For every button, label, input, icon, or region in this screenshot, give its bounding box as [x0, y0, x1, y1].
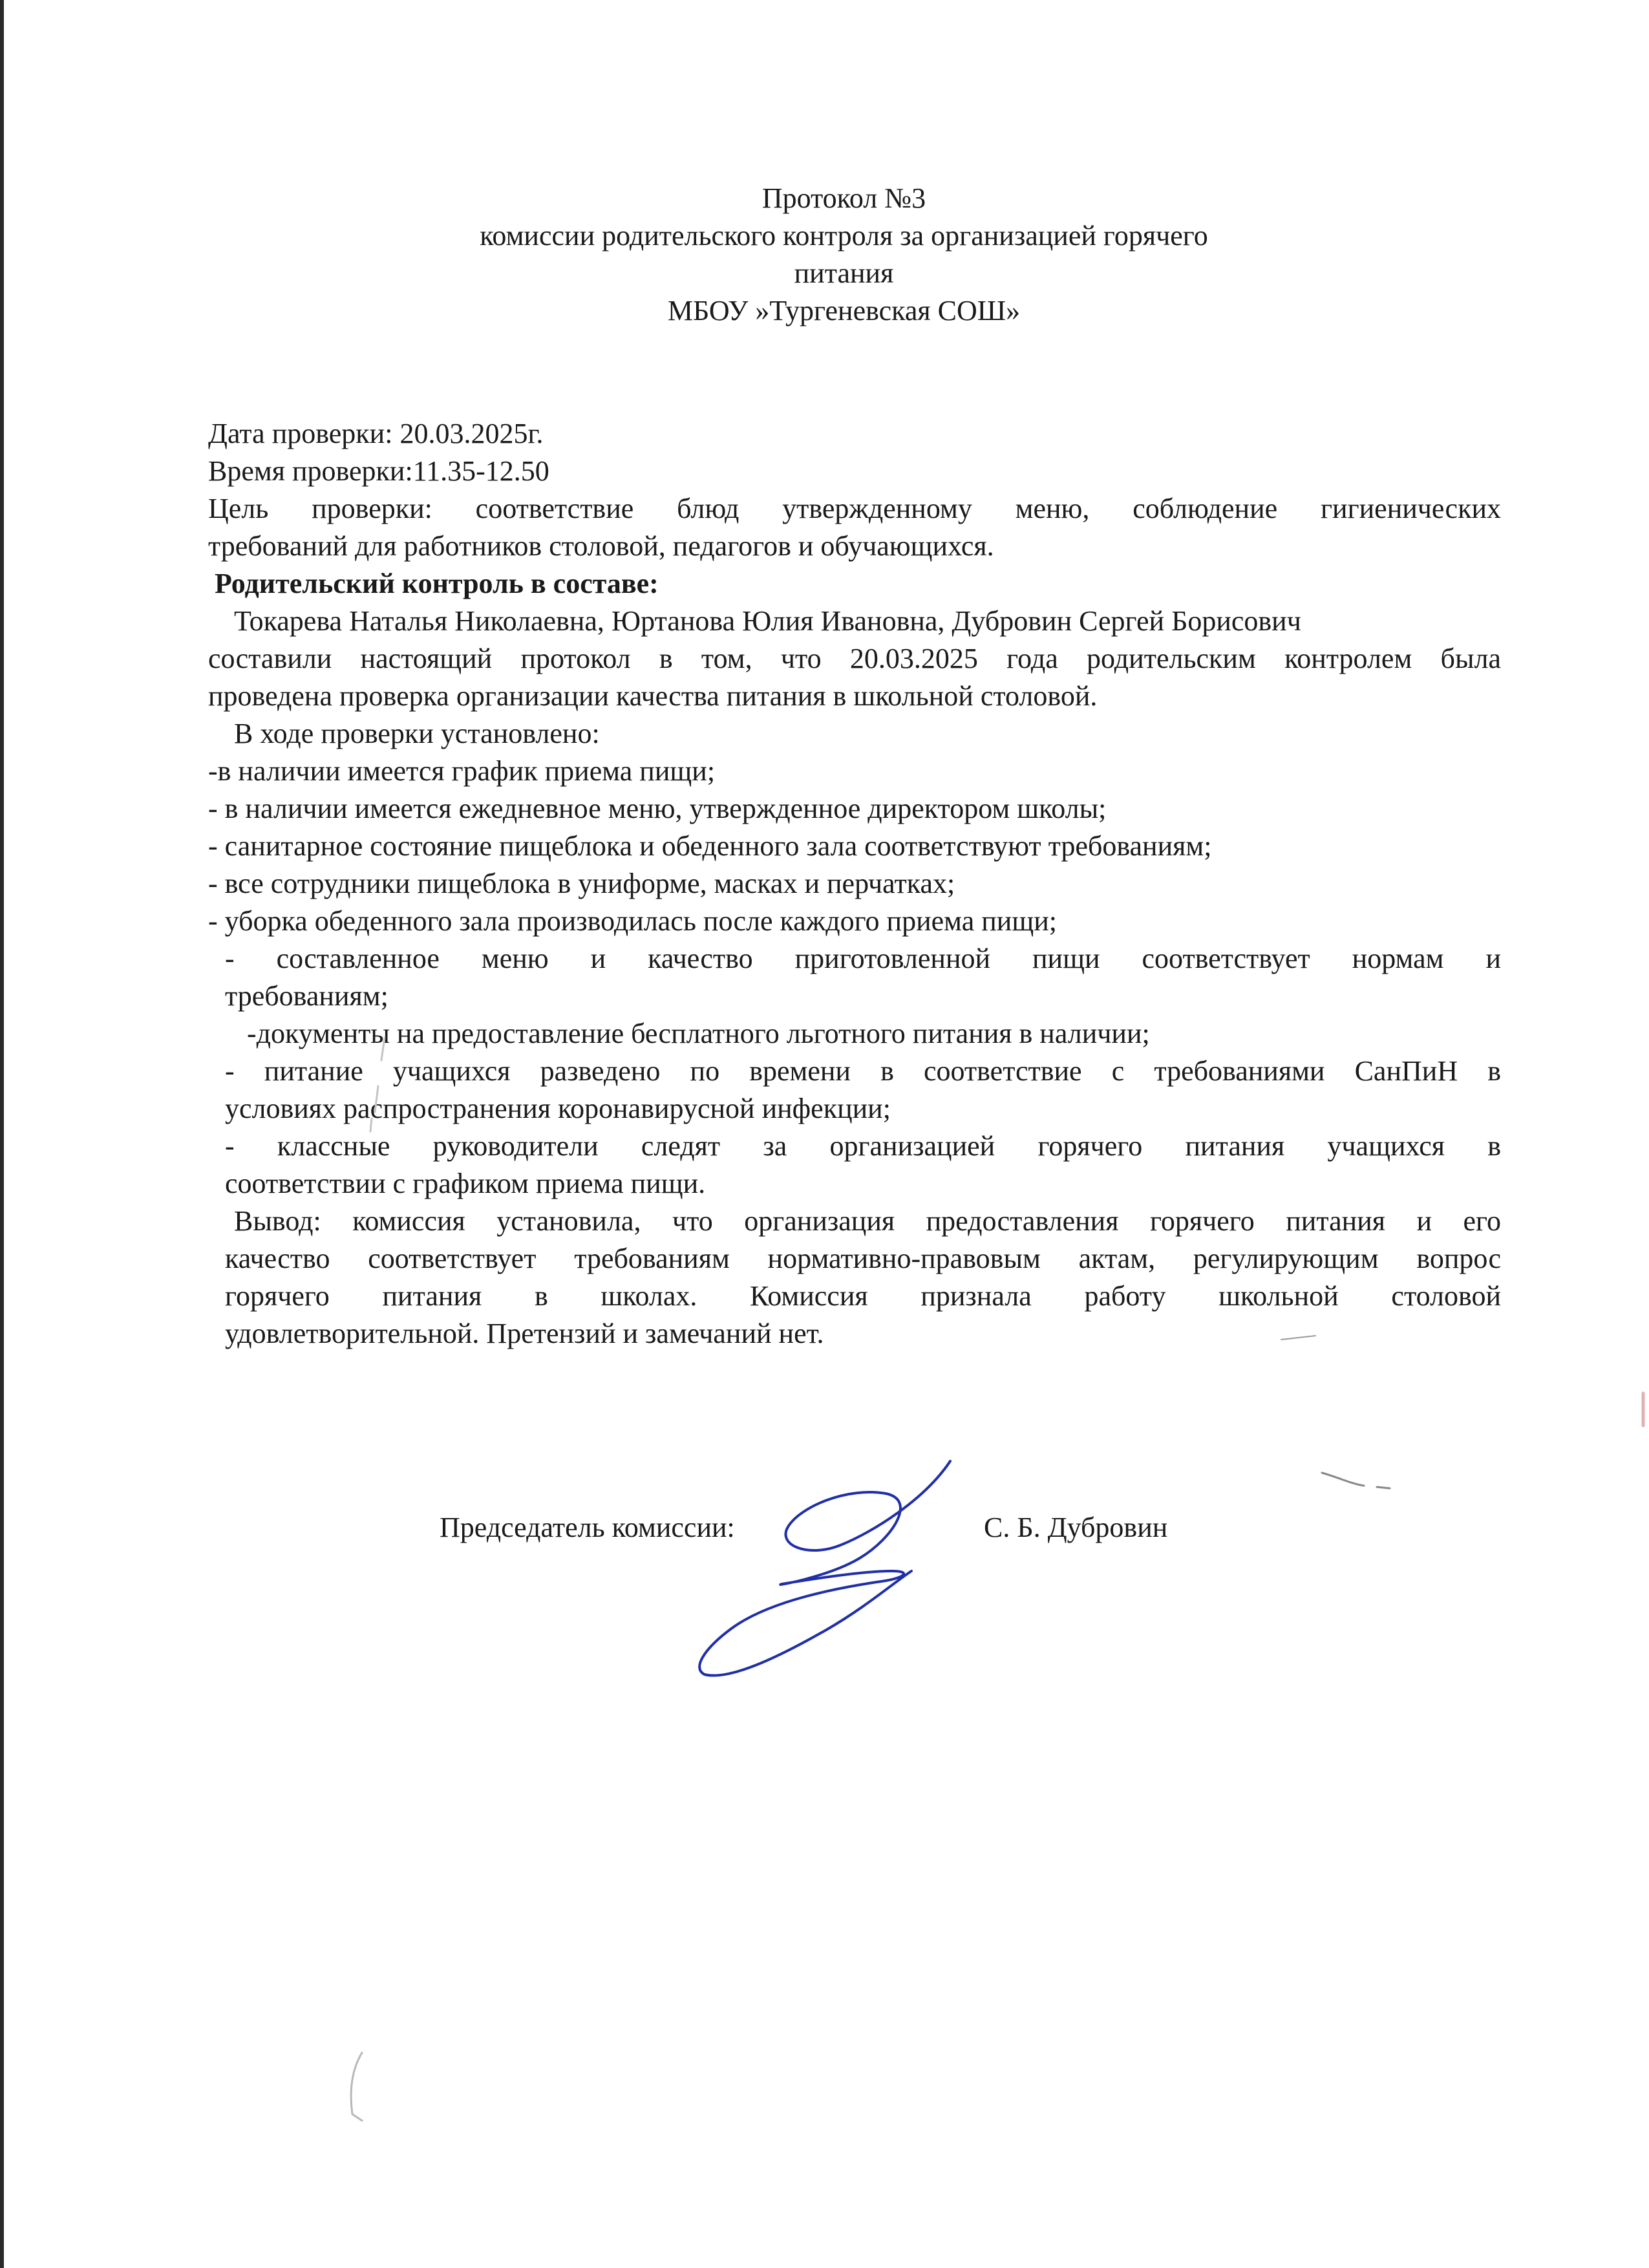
- scan-mark: [1639, 1390, 1648, 1429]
- act-statement-line-1: составили настоящий протокол в том, что 20.03.2025 года родительским контролем была: [208, 643, 1501, 674]
- conclusion-line-1: Вывод: комиссия установила, что организация предоставления горячего питания и его: [234, 1205, 1501, 1237]
- protocol-body: [208, 415, 1501, 1353]
- chairman-label: Председатель комиссии:: [440, 1512, 735, 1543]
- commission-members: Токарева Наталья Николаевна, Юртанова Юлия Ивановна, Дубровин Сергей Борисович: [234, 605, 1301, 637]
- inspection-time: Время проверки:11.35-12.50: [208, 455, 549, 487]
- scan-mark: [343, 2049, 368, 2127]
- finding-item-menu-quality-line-1: - составленное меню и качество приготовленной пищи соответствует нормам и: [225, 943, 1501, 974]
- conclusion-line-2: качество соответствует требованиям нормативно-правовым актам, регулирующим вопрос: [225, 1243, 1501, 1274]
- handwritten-signature: [679, 1448, 983, 1694]
- inspection-purpose-line-2: требований для работников столовой, педагогов и обучающихся.: [208, 530, 994, 562]
- inspection-date: Дата проверки: 20.03.2025г.: [208, 418, 544, 449]
- title-commission: комиссии родительского контроля за организацией горячего: [480, 220, 1208, 251]
- inspection-purpose-line-1: Цель проверки: соответствие блюд утвержденному меню, соблюдение гигиенических: [208, 493, 1501, 524]
- conclusion-line-3: горячего питания в школах. Комиссия признала работу школьной столовой: [225, 1280, 1501, 1312]
- finding-item: - все сотрудники пищеблока в униформе, масках и перчатках;: [208, 868, 955, 899]
- finding-item-free-meals: -документы на предоставление бесплатного льготного питания в наличии;: [247, 1018, 1150, 1049]
- finding-item-menu-quality-line-2: требованиям;: [225, 980, 388, 1012]
- finding-item-class-teachers-line-2: соответствии с графиком приема пищи.: [225, 1168, 706, 1199]
- title-nutrition: питания: [794, 257, 894, 289]
- composition-heading: Родительский контроль в составе:: [215, 568, 659, 599]
- finding-item: - санитарное состояние пищеблока и обеденного зала соответствуют требованиям;: [208, 830, 1212, 862]
- scan-mark: [1319, 1468, 1403, 1493]
- chairman-name: С. Б. Дубровин: [984, 1512, 1168, 1543]
- scan-mark: [1280, 1332, 1319, 1345]
- document-title: [0, 180, 1649, 330]
- findings-heading: В ходе проверки установлено:: [234, 718, 600, 749]
- act-statement-line-2: проведена проверка организации качества питания в школьной столовой.: [208, 680, 1098, 712]
- conclusion-line-4: удовлетворительной. Претензий и замечаний нет.: [225, 1318, 824, 1349]
- finding-item-sanpin-line-1: - питание учащихся разведено по времени в соответствие с требованиями СанПиН в: [225, 1055, 1501, 1087]
- finding-item: - уборка обеденного зала производилась после каждого приема пищи;: [208, 905, 1057, 937]
- scan-mark: [359, 1034, 398, 1138]
- title-protocol-number: Протокол №3: [761, 182, 926, 214]
- finding-item: -в наличии имеется график приема пищи;: [208, 755, 716, 787]
- finding-item-sanpin-line-2: условиях распространения коронавирусной инфекции;: [225, 1093, 891, 1124]
- finding-item-class-teachers-line-1: - классные руководители следят за организацией горячего питания учащихся в: [225, 1130, 1501, 1162]
- finding-item: - в наличии имеется ежедневное меню, утвержденное директором школы;: [208, 793, 1107, 824]
- title-school: МБОУ »Тургеневская СОШ»: [667, 295, 1021, 326]
